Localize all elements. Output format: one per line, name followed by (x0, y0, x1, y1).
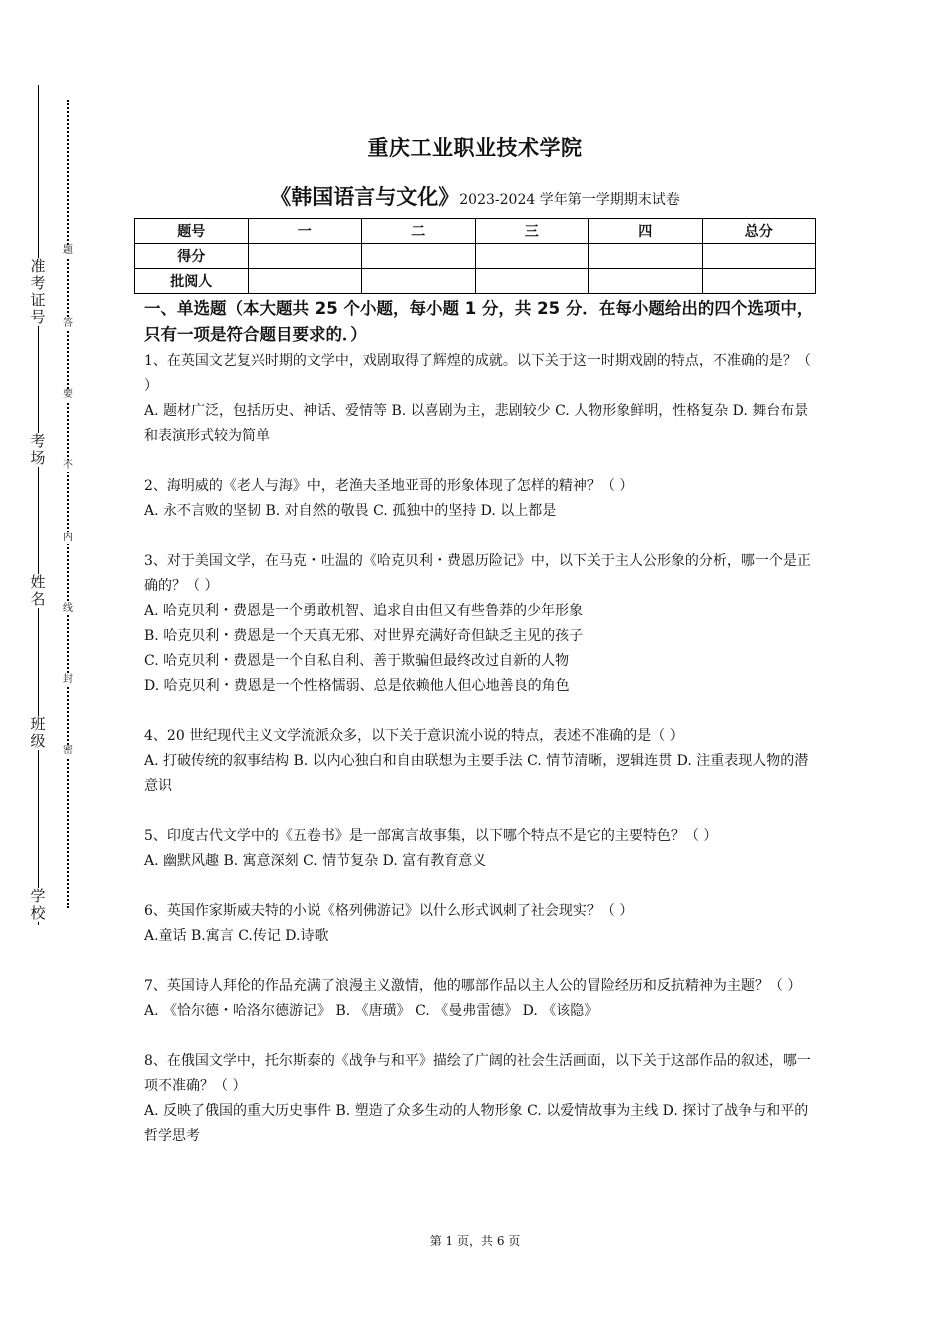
question-option: D. 哈克贝利・费恩是一个性格懦弱、总是依赖他人但心地善良的角色 (144, 678, 570, 694)
question-stem: 4、20 世纪现代主义文学流派众多，以下关于意识流小说的特点，表述不准确的是（ ） (144, 728, 684, 744)
score-cell[interactable] (589, 244, 703, 269)
score-table-row (135, 244, 816, 269)
question-stem: 8、在俄国文学中，托尔斯泰的《战争与和平》描绘了广阔的社会生活画面，以下关于这部作品的叙述，哪一项不准确？（ ） (144, 1053, 811, 1094)
field-name: 姓名 (26, 574, 50, 608)
question (144, 724, 819, 799)
field-class: 班级 (26, 716, 50, 750)
seal-char: 答 (60, 318, 76, 330)
seal-char: 要 (60, 389, 76, 401)
score-table-header: 一 (248, 219, 362, 244)
question-options: A. 题材广泛，包括历史、神话、爱情等 B. 以喜剧为主，悲剧较少 C. 人物形象鲜明，性格复杂 D. 舞台布景和表演形式较为简单 (144, 403, 809, 444)
score-cell[interactable] (589, 269, 703, 294)
seal-char: 线 (60, 603, 76, 615)
field-school: 学校 (26, 888, 50, 922)
question-stem: 1、在英国文艺复兴时期的文学中，戏剧取得了辉煌的成就。以下关于这一时期戏剧的特点，不准确的是？（ ） (144, 353, 811, 394)
question-options: A.童话 B.寓言 C.传记 D.诗歌 (144, 928, 329, 944)
question (144, 349, 819, 449)
score-cell[interactable] (248, 269, 362, 294)
binding-dotted-line (67, 100, 69, 908)
exam-content (144, 296, 819, 1174)
question (144, 474, 819, 524)
seal-char: 封 (60, 674, 76, 686)
question-stem: 6、英国作家斯威夫特的小说《格列佛游记》以什么形式讽刺了社会现实？（ ） (144, 903, 634, 919)
question-options: A. 《恰尔德・哈洛尔德游记》 B. 《唐璜》 C. 《曼弗雷德》 D. 《该隐》 (144, 1003, 599, 1019)
question-option: C. 哈克贝利・费恩是一个自私自利、善于欺骗但最终改过自新的人物 (144, 653, 570, 669)
question-option: A. 哈克贝利・费恩是一个勇敢机智、追求自由但又有些鲁莽的少年形象 (144, 603, 584, 619)
field-exam-room: 考场 (26, 433, 50, 467)
score-table-row (135, 269, 816, 294)
score-cell[interactable] (702, 269, 816, 294)
seal-char: 内 (60, 532, 76, 544)
question (144, 899, 819, 949)
exam-term: 2023-2024 学年第一学期期末试卷 (459, 192, 680, 208)
question (144, 974, 819, 1024)
seal-char: 不 (60, 460, 76, 472)
score-cell[interactable] (362, 269, 476, 294)
question-option: B. 哈克贝利・费恩是一个天真无邪、对世界充满好奇但缺乏主见的孩子 (144, 628, 584, 644)
score-cell[interactable] (475, 244, 589, 269)
score-cell[interactable] (362, 244, 476, 269)
question-options: A. 幽默风趣 B. 寓意深刻 C. 情节复杂 D. 富有教育意义 (144, 853, 487, 869)
score-table-header: 题号 (135, 219, 249, 244)
question-stem: 3、对于美国文学，在马克・吐温的《哈克贝利・费恩历险记》中，以下关于主人公形象的分析，哪一个是正确的？（ ） (144, 553, 811, 594)
score-table-header: 二 (362, 219, 476, 244)
score-cell[interactable] (702, 244, 816, 269)
question-stem: 5、印度古代文学中的《五卷书》是一部寓言故事集，以下哪个特点不是它的主要特色？（ ） (144, 828, 718, 844)
question-options: A. 永不言败的坚韧 B. 对自然的敬畏 C. 孤独中的坚持 D. 以上都是 (144, 503, 557, 519)
question-stem: 2、海明威的《老人与海》中，老渔夫圣地亚哥的形象体现了怎样的精神？（ ） (144, 478, 634, 494)
school-name: 重庆工业职业技术学院 (367, 136, 583, 160)
score-row-label: 得分 (135, 244, 249, 269)
seal-char: 题 (60, 245, 76, 257)
page-footer: 第 1 页，共 6 页 (429, 1234, 521, 1248)
score-row-label: 批阅人 (135, 269, 249, 294)
field-exam-number: 准考证号 (26, 258, 50, 326)
exam-title (0, 181, 950, 211)
score-cell[interactable] (248, 244, 362, 269)
score-table-header: 四 (589, 219, 703, 244)
score-table-header-row (135, 219, 816, 244)
question-options: A. 打破传统的叙事结构 B. 以内心独白和自由联想为主要手法 C. 情节清晰，逻辑连贯 D. 注重表现人物的潜意识 (144, 753, 809, 794)
seal-char: 密 (60, 745, 76, 757)
question-stem: 7、英国诗人拜伦的作品充满了浪漫主义激情，他的哪部作品以主人公的冒险经历和反抗精神为主题？（ ） (144, 978, 802, 994)
question-options: A. 反映了俄国的重大历史事件 B. 塑造了众多生动的人物形象 C. 以爱情故事为主线 D. 探讨了战争与和平的哲学思考 (144, 1103, 809, 1144)
score-cell[interactable] (475, 269, 589, 294)
score-table-header: 三 (475, 219, 589, 244)
section-heading: 一、单选题（本大题共 25 个小题，每小题 1 分，共 25 分．在每小题给出的四个选项中，只有一项是符合题目要求的．） (144, 299, 814, 344)
score-table (134, 218, 816, 294)
binding-solid-line (38, 85, 39, 925)
question (144, 824, 819, 874)
question (144, 1049, 819, 1149)
score-table-header: 总分 (702, 219, 816, 244)
question (144, 549, 819, 699)
course-title: 《韩国语言与文化》 (270, 185, 460, 209)
